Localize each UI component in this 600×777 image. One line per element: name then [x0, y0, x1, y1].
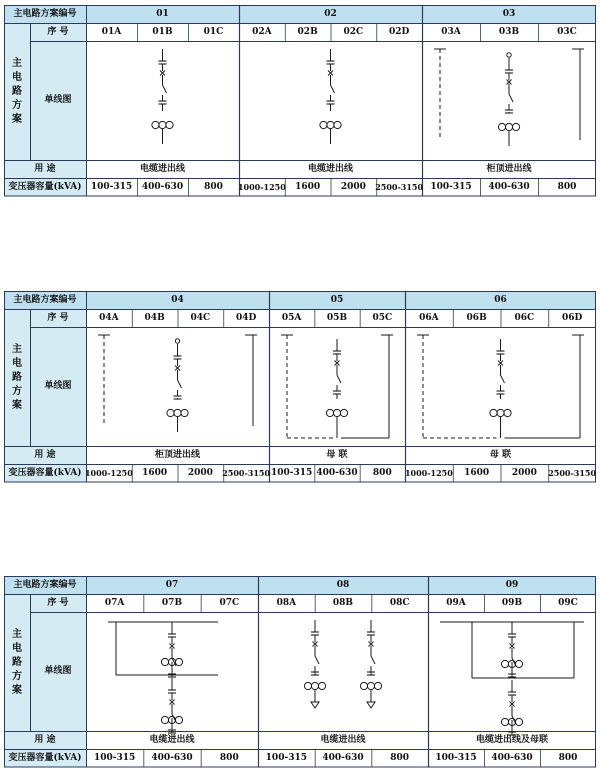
group-code: 07: [165, 579, 179, 590]
sub-scheme-code: 02C: [343, 26, 364, 37]
capacity-value: 2000: [511, 467, 537, 478]
scheme-number-label: 主电路方案编号: [13, 8, 77, 19]
single-line-diagram: [434, 49, 584, 146]
main-circuit-char: 电: [12, 71, 22, 83]
sub-scheme-code: 06A: [419, 312, 439, 323]
capacity-value: 400-630: [322, 752, 364, 763]
capacity-value: 2500-3150: [375, 182, 424, 192]
sub-scheme-code: 02B: [297, 26, 318, 37]
scheme-table-3: [4, 576, 596, 776]
main-circuit-label: [4, 594, 30, 731]
sub-scheme-code: 03B: [498, 26, 520, 37]
single-line-diagram: [108, 622, 218, 733]
sub-scheme-code: 05B: [326, 312, 348, 323]
scheme-number-label: 主电路方案编号: [13, 579, 77, 590]
single-line-diagram: [417, 335, 584, 438]
group-code: 06: [494, 294, 507, 305]
sub-scheme-code: 08C: [389, 597, 410, 608]
main-circuit-char: 路: [12, 656, 22, 668]
group-usage: 柜顶进出线: [486, 163, 532, 174]
capacity-value: 400-630: [488, 181, 530, 192]
sub-scheme-code: 02D: [388, 26, 410, 37]
group-usage: 电缆进出线: [149, 734, 195, 745]
sub-scheme-code: 04D: [235, 312, 257, 323]
main-circuit-char: 方: [12, 99, 22, 111]
sub-scheme-code: 06D: [561, 312, 583, 323]
group-usage: 电缆进出线及母联: [475, 734, 548, 745]
sub-scheme-code: 08B: [332, 597, 354, 608]
capacity-value: 400-630: [141, 181, 184, 192]
single-line-label: 单线图: [44, 381, 72, 391]
capacity-value: 400-630: [151, 752, 193, 763]
main-circuit-char: 路: [12, 85, 22, 97]
main-circuit-char: 案: [12, 684, 22, 696]
capacity-value: 1600: [295, 181, 321, 192]
sequence-label: 序 号: [47, 312, 69, 323]
main-circuit-char: 方: [12, 385, 22, 397]
single-line-diagram: [304, 620, 381, 708]
scheme-number-label: 主电路方案编号: [13, 294, 77, 305]
capacity-value: 100-315: [265, 752, 307, 763]
main-circuit-char: 主: [12, 57, 22, 69]
single-line-diagram: [98, 335, 257, 432]
sub-scheme-code: 08A: [276, 597, 297, 608]
sub-scheme-code: 02A: [252, 26, 272, 37]
main-circuit-char: 主: [12, 343, 22, 355]
sub-scheme-code: 01A: [101, 26, 122, 37]
group-code: 03: [502, 8, 516, 19]
capacity-value: 100-315: [435, 752, 477, 763]
capacity-label: 变压器容量(kVA): [8, 752, 82, 763]
main-circuit-label: [4, 309, 30, 446]
sub-scheme-code: 05A: [281, 312, 302, 323]
capacity-value: 100-315: [94, 752, 136, 763]
sub-scheme-code: 09C: [558, 597, 578, 608]
sub-scheme-code: 06B: [466, 312, 487, 323]
single-line-diagram: [320, 49, 341, 144]
sub-scheme-code: 01C: [203, 26, 224, 37]
group-code: 09: [505, 579, 519, 590]
group-code: 08: [336, 579, 350, 590]
main-circuit-char: 电: [12, 357, 22, 369]
capacity-value: 800: [557, 181, 577, 192]
sub-scheme-code: 09A: [446, 597, 466, 608]
sequence-label: 序 号: [47, 597, 69, 608]
capacity-value: 800: [372, 467, 392, 478]
capacity-value: 1600: [464, 467, 490, 478]
group-code: 05: [330, 294, 344, 305]
capacity-value: 800: [558, 752, 578, 763]
sub-scheme-code: 03C: [557, 26, 577, 37]
main-circuit-label: [4, 23, 30, 160]
group-usage: 母 联: [326, 449, 348, 460]
usage-label: 用 途: [34, 163, 56, 174]
capacity-value: 1000-1250: [404, 468, 453, 478]
single-line-label: 单线图: [44, 666, 72, 676]
group-code: 02: [324, 8, 337, 19]
capacity-value: 800: [204, 181, 223, 192]
capacity-value: 1000-1250: [237, 182, 286, 192]
capacity-value: 800: [219, 752, 239, 763]
capacity-value: 800: [390, 752, 410, 763]
capacity-value: 2500-3150: [222, 468, 271, 478]
capacity-value: 2500-3150: [548, 468, 597, 478]
sub-scheme-code: 07C: [219, 597, 240, 608]
main-circuit-char: 案: [12, 399, 22, 411]
capacity-value: 400-630: [491, 752, 533, 763]
capacity-value: 2000: [340, 181, 366, 192]
capacity-value: 100-315: [90, 181, 133, 192]
group-code: 04: [171, 294, 184, 305]
group-usage: 电缆进出线: [320, 734, 366, 745]
single-line-diagram: [281, 335, 393, 438]
capacity-label: 变压器容量(kVA): [8, 181, 82, 192]
group-code: 01: [156, 8, 169, 19]
usage-label: 用 途: [34, 449, 56, 460]
scheme-table-1: [4, 5, 596, 205]
group-usage: 柜顶进出线: [154, 449, 200, 460]
sub-scheme-code: 04C: [190, 312, 211, 323]
main-circuit-char: 路: [12, 371, 22, 383]
capacity-value: 100-315: [271, 467, 313, 478]
usage-label: 用 途: [34, 734, 56, 745]
sub-scheme-code: 07A: [104, 597, 125, 608]
sub-scheme-code: 03A: [441, 26, 461, 37]
sub-scheme-code: 06C: [514, 312, 535, 323]
capacity-value: 100-315: [430, 181, 472, 192]
sub-scheme-code: 04A: [99, 312, 119, 323]
capacity-value: 400-630: [316, 467, 358, 478]
group-usage: 电缆进出线: [139, 163, 185, 174]
main-circuit-char: 案: [12, 113, 22, 125]
capacity-value: 2000: [187, 467, 213, 478]
main-circuit-char: 电: [12, 642, 22, 654]
group-usage: 电缆进出线: [307, 163, 353, 174]
sequence-label: 序 号: [47, 26, 69, 37]
sub-scheme-code: 05C: [372, 312, 393, 323]
sub-scheme-code: 07B: [161, 597, 183, 608]
capacity-value: 1600: [142, 467, 168, 478]
sub-scheme-code: 01B: [152, 26, 173, 37]
scheme-table-2: [4, 291, 596, 491]
main-circuit-char: 主: [12, 628, 22, 640]
single-line-label: 单线图: [44, 95, 72, 105]
sub-scheme-code: 04B: [144, 312, 165, 323]
single-line-diagram: [152, 49, 173, 144]
single-line-diagram: [440, 622, 584, 735]
capacity-label: 变压器容量(kVA): [8, 467, 82, 478]
sub-scheme-code: 09B: [501, 597, 523, 608]
main-circuit-char: 方: [12, 670, 22, 682]
capacity-value: 1000-1250: [84, 468, 133, 478]
group-usage: 母 联: [489, 449, 512, 460]
